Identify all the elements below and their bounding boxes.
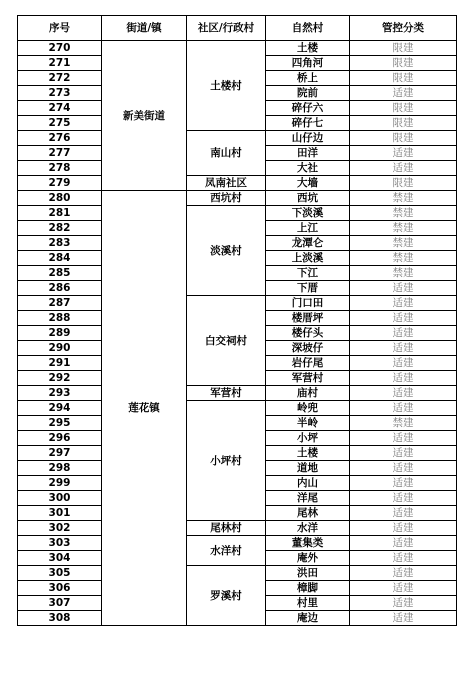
admin-village-cell: 淡溪村 (187, 206, 266, 296)
control-category-cell: 适建 (350, 596, 457, 611)
natural-village-cell: 半岭 (266, 416, 350, 431)
street-town-cell: 莲花镇 (102, 191, 187, 626)
natural-village-cell: 土楼 (266, 41, 350, 56)
control-category-cell: 限建 (350, 101, 457, 116)
serial-number: 281 (18, 206, 102, 221)
control-category-cell: 适建 (350, 536, 457, 551)
control-category-cell: 禁建 (350, 221, 457, 236)
control-category-cell: 适建 (350, 311, 457, 326)
serial-number: 303 (18, 536, 102, 551)
serial-number: 308 (18, 611, 102, 626)
serial-number: 289 (18, 326, 102, 341)
control-category-cell: 适建 (350, 386, 457, 401)
natural-village-cell: 道地 (266, 461, 350, 476)
control-category-cell: 适建 (350, 281, 457, 296)
header-row (18, 16, 457, 41)
admin-village-cell: 小坪村 (187, 401, 266, 521)
serial-number: 272 (18, 71, 102, 86)
natural-village-cell: 小坪 (266, 431, 350, 446)
serial-number: 287 (18, 296, 102, 311)
serial-number: 284 (18, 251, 102, 266)
table-row (18, 401, 457, 416)
control-category-cell: 适建 (350, 371, 457, 386)
control-category-cell: 适建 (350, 86, 457, 101)
control-category-cell: 限建 (350, 41, 457, 56)
serial-number: 297 (18, 446, 102, 461)
control-category-cell: 禁建 (350, 206, 457, 221)
natural-village-cell: 庵外 (266, 551, 350, 566)
serial-number: 298 (18, 461, 102, 476)
serial-number: 282 (18, 221, 102, 236)
header-control-category: 管控分类 (350, 16, 457, 41)
control-category-cell: 限建 (350, 71, 457, 86)
serial-number: 294 (18, 401, 102, 416)
control-category-cell: 适建 (350, 566, 457, 581)
natural-village-cell: 楼厝坪 (266, 311, 350, 326)
admin-village-cell: 南山村 (187, 131, 266, 176)
natural-village-cell: 水洋 (266, 521, 350, 536)
admin-village-cell: 尾林村 (187, 521, 266, 536)
control-category-cell: 适建 (350, 521, 457, 536)
serial-number: 305 (18, 566, 102, 581)
control-category-cell: 适建 (350, 551, 457, 566)
serial-number: 296 (18, 431, 102, 446)
control-category-cell: 限建 (350, 176, 457, 191)
serial-number: 283 (18, 236, 102, 251)
serial-number: 274 (18, 101, 102, 116)
natural-village-cell: 楼仔头 (266, 326, 350, 341)
serial-number: 306 (18, 581, 102, 596)
natural-village-cell: 四角河 (266, 56, 350, 71)
natural-village-cell: 洋尾 (266, 491, 350, 506)
serial-number: 277 (18, 146, 102, 161)
serial-number: 304 (18, 551, 102, 566)
header-serial: 序号 (18, 16, 102, 41)
admin-village-cell: 军营村 (187, 386, 266, 401)
table-row (18, 521, 457, 536)
serial-number: 279 (18, 176, 102, 191)
control-category-cell: 适建 (350, 401, 457, 416)
natural-village-cell: 下江 (266, 266, 350, 281)
natural-village-cell: 岩仔尾 (266, 356, 350, 371)
admin-village-cell: 凤南社区 (187, 176, 266, 191)
control-category-cell: 限建 (350, 131, 457, 146)
control-category-cell: 适建 (350, 476, 457, 491)
natural-village-cell: 院前 (266, 86, 350, 101)
natural-village-cell: 村里 (266, 596, 350, 611)
header-street: 街道/镇 (102, 16, 187, 41)
natural-village-cell: 山仔边 (266, 131, 350, 146)
control-category-cell: 适建 (350, 446, 457, 461)
serial-number: 291 (18, 356, 102, 371)
natural-village-cell: 董集类 (266, 536, 350, 551)
natural-village-cell: 碎仔七 (266, 116, 350, 131)
serial-number: 270 (18, 41, 102, 56)
serial-number: 290 (18, 341, 102, 356)
table-row (18, 386, 457, 401)
control-category-cell: 适建 (350, 296, 457, 311)
natural-village-cell: 碎仔六 (266, 101, 350, 116)
admin-village-cell: 白交祠村 (187, 296, 266, 386)
natural-village-cell: 大社 (266, 161, 350, 176)
serial-number: 285 (18, 266, 102, 281)
control-category-cell: 限建 (350, 56, 457, 71)
header-natural-village: 自然村 (266, 16, 350, 41)
natural-village-cell: 桥上 (266, 71, 350, 86)
natural-village-cell: 尾林 (266, 506, 350, 521)
natural-village-cell: 深坡仔 (266, 341, 350, 356)
natural-village-cell: 龙潭仑 (266, 236, 350, 251)
natural-village-cell: 洪田 (266, 566, 350, 581)
natural-village-cell: 下厝 (266, 281, 350, 296)
serial-number: 292 (18, 371, 102, 386)
table-row (18, 191, 457, 206)
table-row (18, 536, 457, 551)
serial-number: 286 (18, 281, 102, 296)
natural-village-cell: 岭兜 (266, 401, 350, 416)
serial-number: 293 (18, 386, 102, 401)
control-classification-table (17, 15, 457, 626)
table-row (18, 131, 457, 146)
natural-village-cell: 田洋 (266, 146, 350, 161)
natural-village-cell: 大墙 (266, 176, 350, 191)
control-category-cell: 禁建 (350, 191, 457, 206)
serial-number: 307 (18, 596, 102, 611)
table-row (18, 206, 457, 221)
serial-number: 300 (18, 491, 102, 506)
serial-number: 280 (18, 191, 102, 206)
table-row (18, 296, 457, 311)
natural-village-cell: 上江 (266, 221, 350, 236)
control-category-cell: 适建 (350, 581, 457, 596)
control-category-cell: 适建 (350, 326, 457, 341)
natural-village-cell: 庙村 (266, 386, 350, 401)
control-category-cell: 适建 (350, 431, 457, 446)
admin-village-cell: 西坑村 (187, 191, 266, 206)
natural-village-cell: 樟脚 (266, 581, 350, 596)
natural-village-cell: 西坑 (266, 191, 350, 206)
serial-number: 275 (18, 116, 102, 131)
control-category-cell: 适建 (350, 146, 457, 161)
admin-village-cell: 水洋村 (187, 536, 266, 566)
serial-number: 278 (18, 161, 102, 176)
serial-number: 295 (18, 416, 102, 431)
natural-village-cell: 门口田 (266, 296, 350, 311)
serial-number: 271 (18, 56, 102, 71)
serial-number: 299 (18, 476, 102, 491)
serial-number: 302 (18, 521, 102, 536)
control-category-cell: 禁建 (350, 251, 457, 266)
control-category-cell: 适建 (350, 341, 457, 356)
control-category-cell: 禁建 (350, 416, 457, 431)
admin-village-cell: 罗溪村 (187, 566, 266, 626)
natural-village-cell: 庵边 (266, 611, 350, 626)
serial-number: 276 (18, 131, 102, 146)
control-category-cell: 适建 (350, 506, 457, 521)
control-category-cell: 适建 (350, 161, 457, 176)
natural-village-cell: 土楼 (266, 446, 350, 461)
control-category-cell: 禁建 (350, 266, 457, 281)
natural-village-cell: 下淡溪 (266, 206, 350, 221)
table-row (18, 566, 457, 581)
serial-number: 301 (18, 506, 102, 521)
serial-number: 288 (18, 311, 102, 326)
admin-village-cell: 土楼村 (187, 41, 266, 131)
natural-village-cell: 军营村 (266, 371, 350, 386)
control-category-cell: 限建 (350, 116, 457, 131)
header-admin-village: 社区/行政村 (187, 16, 266, 41)
natural-village-cell: 内山 (266, 476, 350, 491)
serial-number: 273 (18, 86, 102, 101)
control-category-cell: 适建 (350, 611, 457, 626)
table-row (18, 176, 457, 191)
table-row (18, 41, 457, 56)
control-category-cell: 禁建 (350, 236, 457, 251)
street-town-cell: 新美街道 (102, 41, 187, 191)
control-category-cell: 适建 (350, 491, 457, 506)
control-category-cell: 适建 (350, 356, 457, 371)
natural-village-cell: 上淡溪 (266, 251, 350, 266)
control-category-cell: 适建 (350, 461, 457, 476)
table-body (18, 41, 457, 626)
